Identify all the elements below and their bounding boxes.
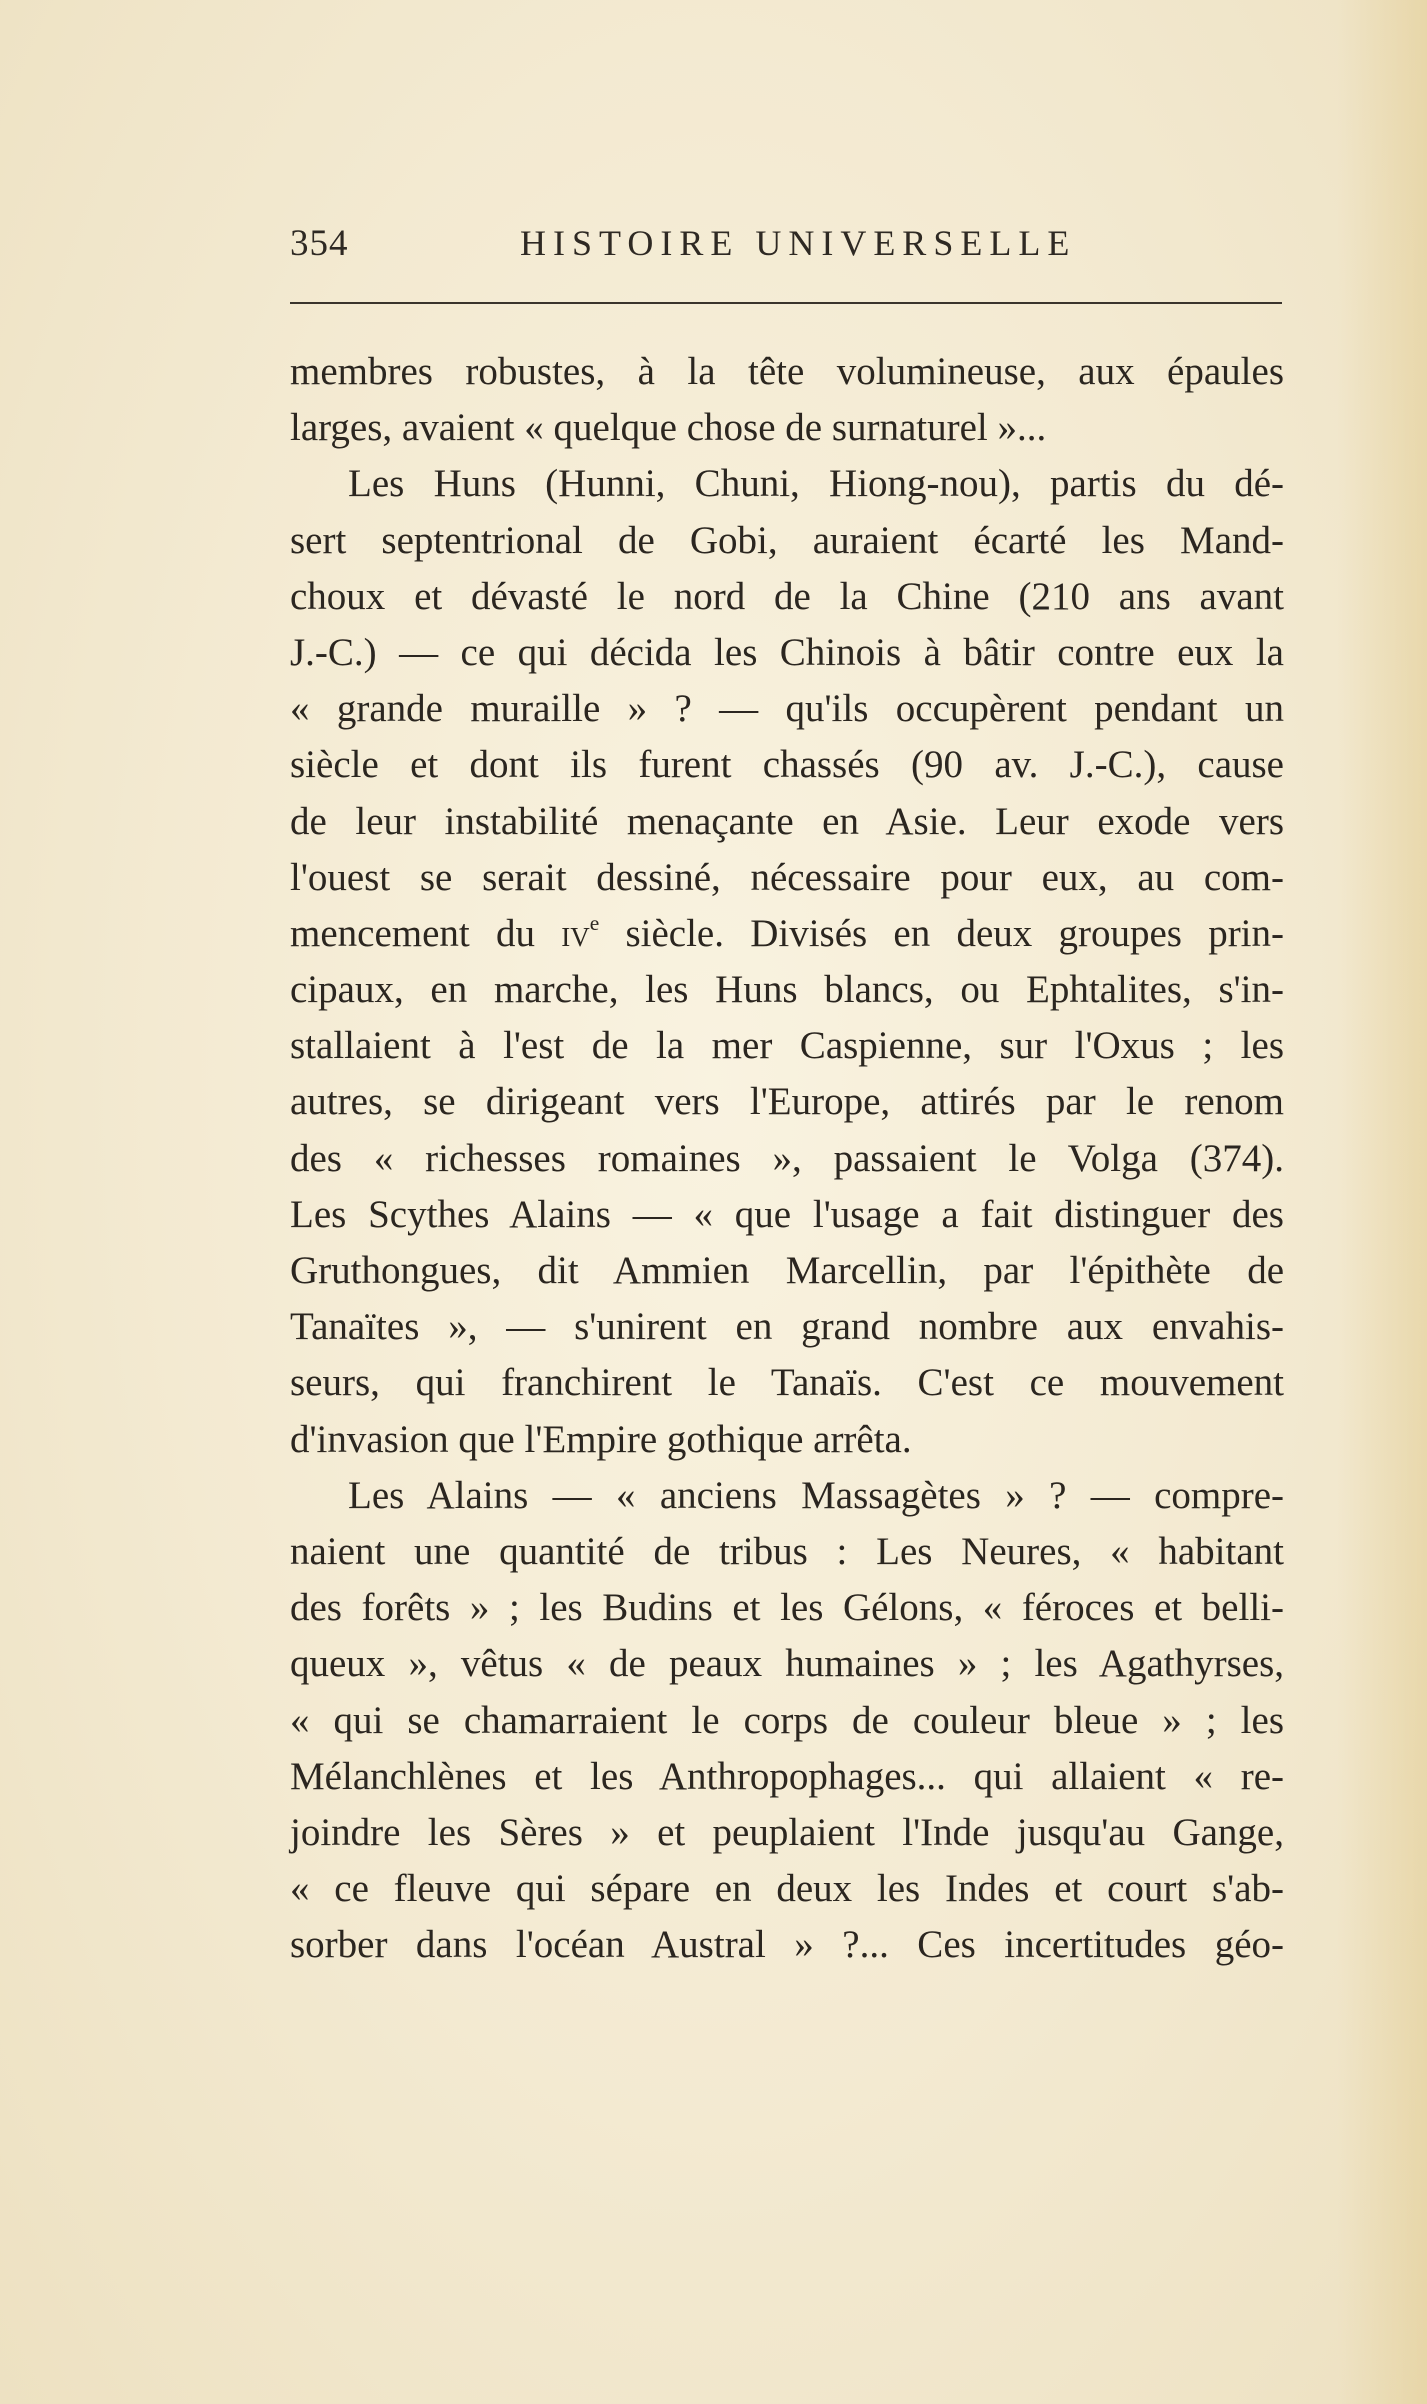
page-number: 354 — [290, 223, 349, 264]
text-line: « grande muraille » ? — qu'ils occupèrent pendant un — [290, 687, 1284, 731]
text-line: Tanaïtes », — s'unirent en grand nombre aux envahis- — [290, 1305, 1284, 1349]
text-line: l'ouest se serait dessiné, nécessaire pour eux, au com- — [290, 855, 1284, 899]
superscript: e — [589, 910, 600, 935]
header-rule — [290, 302, 1282, 304]
text-line: des forêts » ; les Budins et les Gélons, « féroces et belli- — [290, 1586, 1284, 1630]
text-line-with-century — [290, 906, 1284, 962]
text-line: autres, se dirigeant vers l'Europe, attirés par le renom — [290, 1080, 1284, 1124]
text-line: Les Scythes Alains — « que l'usage a fait distinguer des — [290, 1192, 1284, 1236]
text-line: seurs, qui franchirent le Tanaïs. C'est ce mouvement — [290, 1361, 1284, 1405]
text-line: queux », vêtus « de peaux humaines » ; les Agathyrses, — [290, 1642, 1284, 1686]
line-fragment: siècle. Divisés en deux groupes prin- — [599, 911, 1284, 955]
text-line: joindre les Sères » et peuplaient l'Inde jusqu'au Gange, — [290, 1810, 1284, 1854]
text-line: stallaient à l'est de la mer Caspienne, sur l'Oxus ; les — [290, 1024, 1284, 1068]
text-line: « qui se chamarraient le corps de couleur bleue » ; les — [290, 1698, 1284, 1742]
text-line: J.-C.) — ce qui décida les Chinois à bâtir contre eux la — [290, 630, 1284, 674]
paragraph-start-line: Les Alains — « anciens Massagètes » ? — compre- — [348, 1473, 1284, 1517]
text-line: « ce fleuve qui sépare en deux les Indes et court s'ab- — [290, 1867, 1284, 1911]
running-title: HISTOIRE UNIVERSELLE — [520, 223, 1077, 263]
text-line: Mélanchlènes et les Anthropophages... qui allaient « re- — [290, 1754, 1284, 1798]
line-fragment: mencement du — [290, 911, 562, 955]
text-line: sorber dans l'océan Austral » ?... Ces incertitudes géo- — [290, 1923, 1284, 1967]
roman-numeral: iv — [561, 911, 590, 955]
body-text — [290, 344, 1284, 1973]
text-line: cipaux, en marche, les Huns blancs, ou Ephtalites, s'in- — [290, 968, 1284, 1012]
paragraph-start-line: Les Huns (Hunni, Chuni, Hiong-nou), partis du dé- — [348, 462, 1284, 506]
text-line: membres robustes, à la tête volumineuse, aux épaules — [290, 350, 1284, 393]
text-line: de leur instabilité menaçante en Asie. Leur exode vers — [290, 799, 1284, 843]
text-line: d'invasion que l'Empire gothique arrêta. — [290, 1417, 912, 1461]
text-line: choux et dévasté le nord de la Chine (210 ans avant — [290, 574, 1284, 618]
text-line: naient une quantité de tribus : Les Neures, « habitant — [290, 1529, 1284, 1573]
text-line: sert septentrional de Gobi, auraient écarté les Mand- — [290, 518, 1284, 562]
text-line: des « richesses romaines », passaient le Volga (374). — [290, 1136, 1284, 1180]
text-line: larges, avaient « quelque chose de surnaturel »... — [290, 406, 1047, 450]
text-line: siècle et dont ils furent chassés (90 av. J.-C.), cause — [290, 743, 1284, 787]
running-header — [290, 222, 1282, 282]
text-line: Gruthongues, dit Ammien Marcellin, par l'épithète de — [290, 1249, 1284, 1292]
page-edge-shading — [1337, 0, 1427, 2404]
